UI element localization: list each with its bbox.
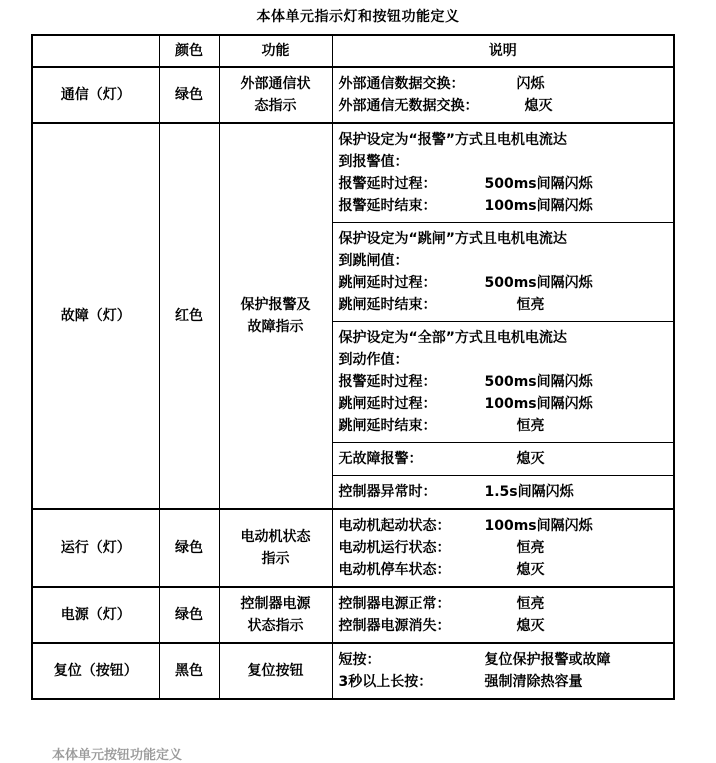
description-value: 熄灭 (524, 98, 553, 114)
description-intro-line: 到动作值： (338, 352, 409, 368)
description-value: 100ms间隔闪烁 (484, 518, 593, 534)
description-line (339, 294, 674, 316)
description-segments (333, 68, 674, 122)
table-body (32, 35, 674, 699)
description-value: 熄灭 (516, 451, 545, 467)
description-line (339, 195, 674, 217)
cell-indicator-function (219, 123, 332, 509)
cell-indicator-function (219, 587, 332, 643)
description-label: 控制器电源消失： (338, 618, 451, 634)
cell-indicator-color: 绿色 (159, 67, 219, 123)
description-segment-cell (333, 510, 674, 586)
function-line: 复位按钮 (247, 663, 304, 679)
header-cell-color: 颜色 (159, 35, 219, 67)
description-label: 外部通信无数据交换： (338, 98, 479, 114)
description-label: 跳闸延时过程： (338, 275, 437, 291)
description-segments (333, 124, 674, 508)
description-value: 500ms间隔闪烁 (484, 275, 593, 291)
description-value: 100ms间隔闪烁 (484, 396, 593, 412)
description-segment-cell (333, 476, 674, 509)
description-segment-cell (333, 644, 674, 698)
description-intro-line: 保护设定为“全部”方式且电机电流达 (338, 330, 567, 346)
description-intro-line: 到报警值： (338, 154, 409, 170)
description-segment (333, 443, 674, 476)
description-segment (333, 644, 674, 698)
description-line (339, 593, 674, 615)
description-value: 500ms间隔闪烁 (484, 176, 593, 192)
description-segment-cell (333, 443, 674, 476)
description-label: 无故障报警： (338, 451, 423, 467)
function-line: 控制器电源 (240, 596, 311, 612)
table-row (32, 643, 674, 699)
description-line (339, 481, 674, 503)
description-segment-cell (333, 124, 674, 223)
header-cell-description: 说明 (332, 35, 674, 67)
description-line (339, 272, 674, 294)
description-value: 1.5s间隔闪烁 (484, 484, 574, 500)
function-line: 状态指示 (247, 618, 304, 634)
function-line: 故障指示 (247, 319, 304, 335)
description-segment-cell (333, 68, 674, 122)
description-segments (333, 588, 674, 642)
cell-indicator-color: 绿色 (159, 587, 219, 643)
description-value: 恒亮 (516, 297, 545, 313)
cell-indicator-name: 运行（灯） (32, 509, 159, 587)
indicator-function-table (31, 34, 675, 700)
table-row (32, 509, 674, 587)
description-line (339, 415, 674, 437)
description-label: 跳闸延时过程： (338, 396, 437, 412)
description-value: 闪烁 (516, 76, 545, 92)
cell-indicator-color: 绿色 (159, 509, 219, 587)
description-segment (333, 223, 674, 322)
table-header-row (32, 35, 674, 67)
description-segments (333, 644, 674, 698)
description-label: 外部通信数据交换： (338, 76, 465, 92)
description-line (339, 537, 674, 559)
description-value: 恒亮 (516, 596, 545, 612)
description-value: 恒亮 (516, 418, 545, 434)
cell-indicator-description (332, 123, 674, 509)
function-line: 电动机状态 (240, 529, 311, 545)
description-line (339, 448, 674, 470)
cell-indicator-description (332, 509, 674, 587)
header-cell-function: 功能 (219, 35, 332, 67)
description-value: 100ms间隔闪烁 (484, 198, 593, 214)
header-cell-name (32, 35, 159, 67)
cell-indicator-description (332, 643, 674, 699)
description-line (339, 393, 674, 415)
description-label: 跳闸延时结束： (338, 297, 437, 313)
function-line: 态指示 (254, 98, 297, 114)
description-segment (333, 510, 674, 586)
cell-indicator-name: 复位（按钮） (32, 643, 159, 699)
description-label: 报警延时过程： (338, 176, 437, 192)
description-segments (333, 510, 674, 586)
description-line (339, 615, 674, 637)
table-row (32, 67, 674, 123)
description-value: 强制清除热容量 (484, 674, 583, 690)
cell-indicator-description (332, 67, 674, 123)
description-label: 控制器电源正常： (338, 596, 451, 612)
description-segment-cell (333, 588, 674, 642)
description-label: 3秒以上长按： (338, 674, 433, 690)
description-label: 短按： (338, 652, 381, 668)
cell-indicator-description (332, 587, 674, 643)
description-segment-cell (333, 223, 674, 322)
description-segment (333, 322, 674, 443)
description-segment (333, 588, 674, 642)
cell-indicator-function (219, 509, 332, 587)
page-title: 本体单元指示灯和按钮功能定义 (256, 9, 460, 25)
description-line (339, 649, 674, 671)
description-label: 报警延时结束： (338, 198, 437, 214)
description-label: 电动机运行状态： (338, 540, 451, 556)
table-row (32, 123, 674, 509)
description-label: 控制器异常时： (338, 484, 437, 500)
description-line (339, 671, 674, 693)
description-line (339, 73, 674, 95)
cell-indicator-name: 故障（灯） (32, 123, 159, 509)
description-value: 恒亮 (516, 540, 545, 556)
cell-indicator-color: 黑色 (159, 643, 219, 699)
function-line: 保护报警及 (240, 297, 311, 313)
description-label: 跳闸延时结束： (338, 418, 437, 434)
function-line: 指示 (261, 551, 290, 567)
page-footnote: 本体单元按钮功能定义 (52, 748, 183, 763)
description-segment (333, 476, 674, 509)
function-line: 外部通信状 (240, 76, 311, 92)
description-intro-line: 到跳闸值： (338, 253, 409, 269)
cell-indicator-function (219, 643, 332, 699)
description-segment-cell (333, 322, 674, 443)
description-segment (333, 68, 674, 122)
cell-indicator-color: 红色 (159, 123, 219, 509)
description-label: 电动机停车状态： (338, 562, 451, 578)
cell-indicator-name: 通信（灯） (32, 67, 159, 123)
description-line (339, 559, 674, 581)
table-row (32, 587, 674, 643)
description-label: 电动机起动状态： (338, 518, 451, 534)
description-label: 报警延时过程： (338, 374, 437, 390)
description-intro-line: 保护设定为“报警”方式且电机电流达 (338, 132, 567, 148)
description-intro-line: 保护设定为“跳闸”方式且电机电流达 (338, 231, 567, 247)
description-line (339, 173, 674, 195)
description-value: 500ms间隔闪烁 (484, 374, 593, 390)
description-value: 复位保护报警或故障 (484, 652, 611, 668)
description-segment (333, 124, 674, 223)
cell-indicator-name: 电源（灯） (32, 587, 159, 643)
description-line (339, 515, 674, 537)
cell-indicator-function (219, 67, 332, 123)
description-value: 熄灭 (516, 562, 545, 578)
description-line (339, 95, 674, 117)
description-value: 熄灭 (516, 618, 545, 634)
description-line (339, 371, 674, 393)
